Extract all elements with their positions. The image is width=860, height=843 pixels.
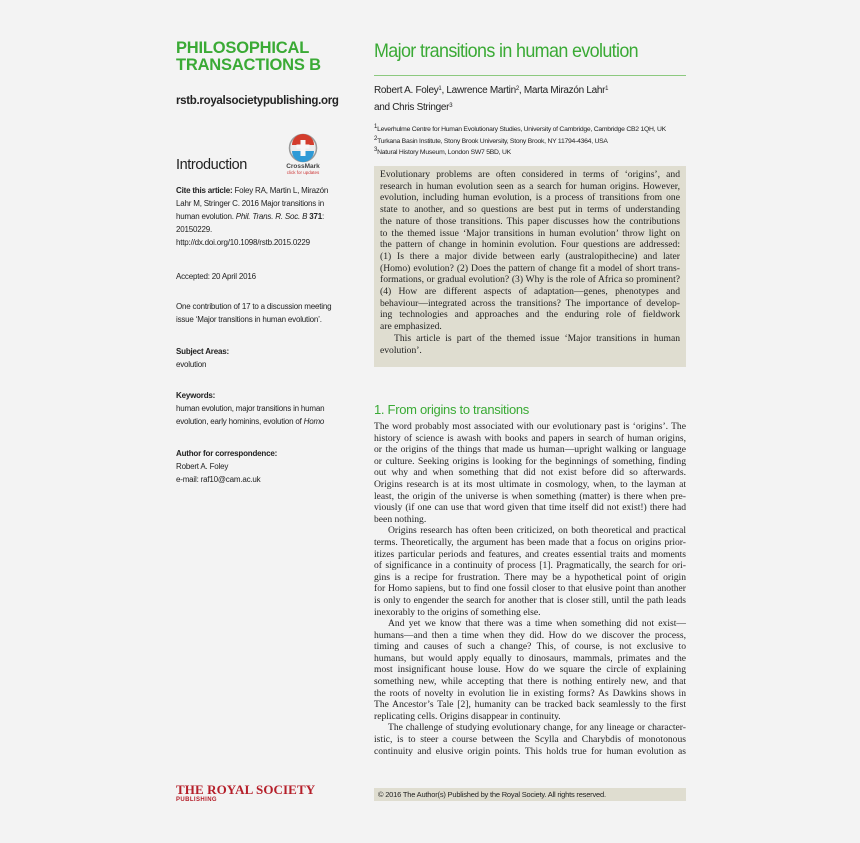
journal-name-line1: PHILOSOPHICAL bbox=[176, 39, 310, 57]
body-line: The Ancestor’s Tale [2], humanity can be tracked back seamlessly to the first bbox=[374, 699, 686, 711]
correspondence-name: Robert A. Foley bbox=[176, 462, 229, 471]
keywords: Keywords: human evolution, major transitions in human evolution, early hominins, evolution of Homo bbox=[176, 389, 336, 428]
body-line: or the origins of the things that made us human—upright walking or language bbox=[374, 444, 686, 456]
themed-issue-line: evolution’. bbox=[380, 344, 422, 356]
abstract-line: research in human evolution seen as a search for human origins. However, bbox=[380, 180, 680, 192]
body-line: viously (if one can use that word given that time itself did not exist!) there had bbox=[374, 502, 686, 514]
publisher-name: THE ROYAL SOCIETY bbox=[176, 782, 316, 797]
affiliations: $^1$Leverhulme Centre for Human Evolutionary Studies, University of Cambridge, Cambridge CB2 1QH, UK $^2$Turkana Basin Institute, Stony Brook University, Stony Brook, NY 11794-4364, USA $^3$Natural History Museum, London SW7 5BD, UK bbox=[374, 124, 666, 156]
copyright-text: © 2016 The Author(s) Published by the Royal Society. All rights reserved. bbox=[378, 790, 606, 799]
body-line: been nothing. bbox=[374, 513, 427, 525]
correspondence-email[interactable]: e-mail: raf10@cam.ac.uk bbox=[176, 475, 261, 484]
body-line: And yet we know that there was a time when something did not exist— bbox=[388, 618, 686, 630]
body-line: humans, but would apply equally to dinosaurs, mammals, primates and the bbox=[374, 652, 686, 664]
publisher-sub: PUBLISHING bbox=[176, 797, 218, 803]
abstract-line: (Homo) evolution? (2) Does the pattern of change fit a model of short trans- bbox=[380, 262, 680, 274]
correspondence bbox=[176, 447, 336, 486]
title-rule bbox=[374, 75, 686, 76]
subject-areas-heading: Subject Areas: bbox=[176, 347, 229, 356]
body-line: The word probably most associated with our evolutionary past is ‘origins’. The bbox=[374, 421, 686, 432]
author-list: Robert A. Foley$^1$, Lawrence Martin$^2$, Marta Mirazón Lahr$^1$ and Chris Stringer$^3$ bbox=[374, 85, 609, 113]
abstract-box bbox=[374, 166, 686, 367]
abstract-line: (1) Is there a major divide between early (australopithecine) and later bbox=[380, 250, 680, 262]
body-line: istic, is to steer a course between the Scylla and Charybdis of monotonous bbox=[374, 734, 686, 746]
body-line: of significance in a continuity of process [1]. Pragmatically, the search for ori- bbox=[374, 560, 686, 572]
abstract-text bbox=[380, 169, 680, 356]
crossmark-sublabel: click for updates bbox=[286, 170, 320, 175]
copyright-bar bbox=[374, 788, 686, 801]
doi-link[interactable]: http://dx.doi.org/10.1098/rstb.2015.0229 bbox=[176, 238, 310, 247]
subject-areas bbox=[176, 345, 336, 371]
body-line: history of science is awash with books and papers in search of human origins, bbox=[374, 432, 686, 444]
body-line: continuity and elusive origin points. This holds true for human evolution as bbox=[374, 745, 686, 757]
body-line: replicating cells. Origins disappear in continuity. bbox=[374, 710, 561, 722]
journal-website[interactable]: rstb.royalsocietypublishing.org bbox=[176, 95, 339, 107]
abstract-line: behaviour—integrated across the transitions? The importance of develop- bbox=[380, 297, 680, 309]
body-line: the roots of novelty in evolution lie in existing forms? As Dawkins shows in bbox=[374, 687, 686, 699]
article-type-label: Introduction bbox=[176, 157, 247, 173]
abstract-line: formations, or gradual evolution? (3) Why is the role of Africa so prominent? bbox=[380, 274, 680, 286]
article-title: Major transitions in human evolution bbox=[374, 40, 639, 62]
body-line: terms. Theoretically, the argument has been made that a focus on origins prior- bbox=[374, 536, 686, 548]
body-line: least, the origin of the universe is when something (matter) is there when pre- bbox=[374, 490, 686, 502]
abstract-line: state to another, and so questions are best put in terms of understanding bbox=[380, 204, 680, 216]
accepted-date: Accepted: 20 April 2016 bbox=[176, 272, 256, 281]
body-line: inexorably to the origins of something else. bbox=[374, 606, 541, 618]
journal-name bbox=[176, 40, 346, 74]
abstract-line: the pattern of change in hominin evolution. Four questions are addressed: bbox=[380, 239, 680, 251]
abstract-line: are emphasized. bbox=[380, 321, 442, 333]
crossmark-badge[interactable] bbox=[284, 133, 322, 175]
abstract-line: the nature of those transitions. This paper discusses how the contributions bbox=[380, 215, 680, 227]
body-line: gins is a recipe for frustration. There may be a hypothetical point of origin bbox=[374, 571, 686, 583]
crossmark-icon bbox=[288, 133, 318, 163]
subject-areas-value: evolution bbox=[176, 360, 207, 369]
body-line: Origins research is at its most ultimate in cosmology, when, to the layman at bbox=[374, 478, 686, 490]
body-line: Origins research has often been criticized, on both theoretical and practical bbox=[388, 525, 686, 537]
body-line: or culture. Seeking origins is looking for the beginnings of something, finding bbox=[374, 455, 686, 467]
abstract-line: to the themed issue ‘Major transitions in human evolution’ throw light on bbox=[380, 227, 680, 239]
keywords-heading: Keywords: bbox=[176, 391, 216, 400]
contribution-note: One contribution of 17 to a discussion meeting issue ‘Major transitions in human evolution’. bbox=[176, 302, 332, 324]
body-line: timing and causes of such a change? This, of course, is not exclusive to bbox=[374, 641, 686, 653]
abstract-line: Evolutionary problems are often considered in terms of ‘origins’, and bbox=[380, 169, 680, 180]
body-line: out why and when something that did not exist before did so afterwards. bbox=[374, 467, 686, 479]
body-line: for Homo sapiens, but to find one fossil closer to that elusive point than another bbox=[374, 583, 686, 595]
body-line: The challenge of studying evolutionary change, for any lineage or character- bbox=[388, 722, 686, 734]
body-text bbox=[374, 421, 686, 757]
royal-society-logo bbox=[176, 782, 315, 803]
journal-name-line2: TRANSACTIONS B bbox=[176, 56, 321, 74]
correspondence-heading: Author for correspondence: bbox=[176, 449, 278, 458]
body-line: itizes particular periods and features, and creates essential traits and moments bbox=[374, 548, 686, 560]
body-line: humans—and then a time when they did. How do we discover the process, bbox=[374, 629, 686, 641]
citation-block: Cite this article: Foley RA, Martin L, Mirazón Lahr M, Stringer C. 2016 Major transitions in human evolution. Phil. Trans. R. Soc. B 371: 20150229. http://dx.doi.org/10.1098/rstb.2015.0229 bbox=[176, 184, 336, 249]
body-line: most insignificant house louse. How do we square the circle of explaining bbox=[374, 664, 686, 676]
themed-issue-line: This article is part of the themed issue ‘Major transitions in human bbox=[394, 332, 680, 344]
abstract-line: ing technologies and approaches and the enduring role of fieldwork bbox=[380, 309, 680, 321]
abstract-line: evolution, including human evolution, is a process of transitions from one bbox=[380, 192, 680, 204]
section-heading: 1. From origins to transitions bbox=[374, 402, 530, 417]
body-line: something new, while accepting that there is nothing entirely new, and that bbox=[374, 676, 686, 688]
crossmark-label: CrossMark bbox=[286, 163, 320, 170]
body-line: is only to engender the search for another that is closer still, until the path leads bbox=[374, 594, 686, 606]
abstract-line: (4) How are different aspects of adaptation—genes, phenotypes and bbox=[380, 286, 680, 298]
